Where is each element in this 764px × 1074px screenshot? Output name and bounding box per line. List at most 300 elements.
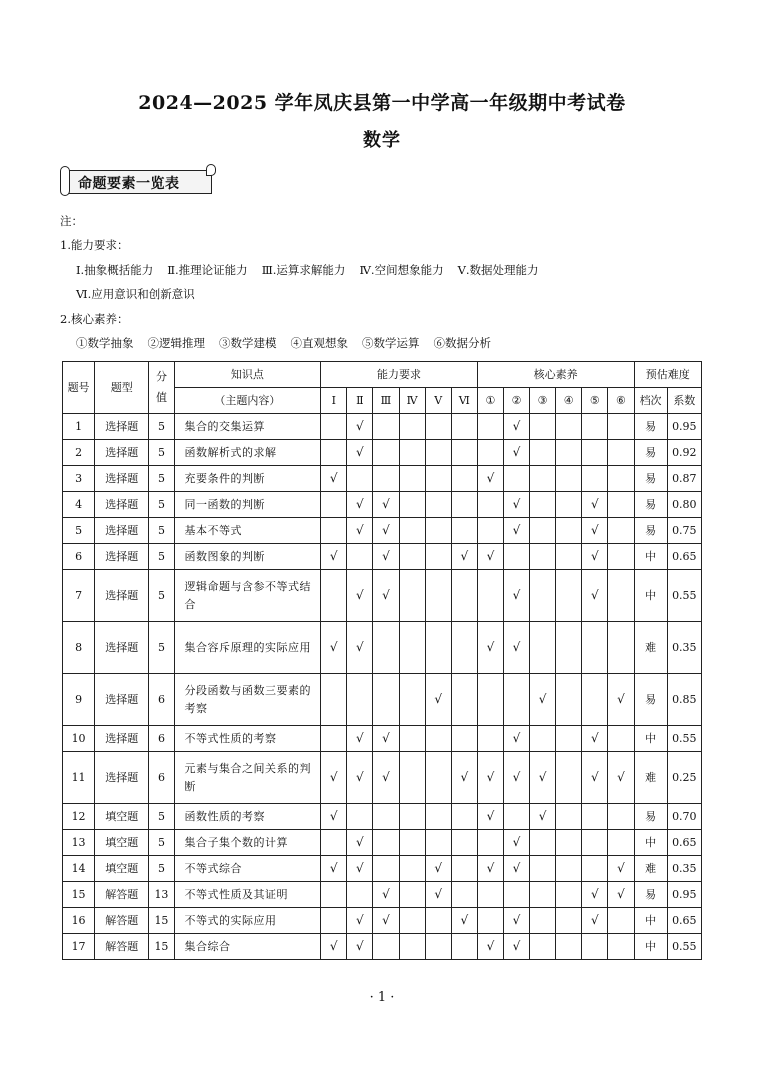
row-score: 5 [149, 440, 174, 466]
row-core-4 [556, 414, 582, 440]
row-core-1: √ [477, 804, 503, 830]
row-core-1 [477, 414, 503, 440]
row-core-6: √ [608, 752, 634, 804]
row-core-5 [582, 830, 608, 856]
row-ability-1: √ [321, 752, 347, 804]
row-type: 选择题 [95, 726, 149, 752]
row-coef: 0.80 [667, 492, 701, 518]
scroll-curl-icon [206, 164, 216, 176]
row-ability-2 [347, 804, 373, 830]
row-num: 2 [63, 440, 95, 466]
row-ability-1: √ [321, 622, 347, 674]
row-type: 选择题 [95, 544, 149, 570]
row-num: 11 [63, 752, 95, 804]
row-ability-1: √ [321, 856, 347, 882]
row-ability-1 [321, 440, 347, 466]
row-level: 易 [634, 882, 667, 908]
banner-text: 命题要素一览表 [78, 176, 180, 192]
row-ability-6 [451, 440, 477, 466]
row-core-1: √ [477, 544, 503, 570]
row-knowledge-point: 函数解析式的求解 [174, 440, 321, 466]
row-core-2: √ [503, 934, 529, 960]
row-core-6 [608, 518, 634, 544]
row-ability-3: √ [373, 908, 399, 934]
row-core-6 [608, 440, 634, 466]
row-core-2: √ [503, 856, 529, 882]
row-ability-4 [399, 414, 425, 440]
row-core-5: √ [582, 726, 608, 752]
row-score: 6 [149, 674, 174, 726]
row-ability-2: √ [347, 622, 373, 674]
row-core-5: √ [582, 882, 608, 908]
row-num: 12 [63, 804, 95, 830]
row-core-5 [582, 856, 608, 882]
row-knowledge-point: 不等式性质的考察 [174, 726, 321, 752]
row-ability-4 [399, 440, 425, 466]
row-score: 5 [149, 804, 174, 830]
row-ability-1: √ [321, 804, 347, 830]
row-core-1 [477, 882, 503, 908]
row-ability-3: √ [373, 752, 399, 804]
row-ability-2 [347, 674, 373, 726]
row-ability-2: √ [347, 570, 373, 622]
row-core-2: √ [503, 752, 529, 804]
row-core-1: √ [477, 856, 503, 882]
core-heading: 2.核心素养： [60, 312, 129, 326]
row-type: 选择题 [95, 752, 149, 804]
row-core-3 [530, 726, 556, 752]
row-ability-6: √ [451, 544, 477, 570]
row-ability-3 [373, 856, 399, 882]
page-subtitle: 数学 [363, 130, 401, 151]
row-core-2: √ [503, 518, 529, 544]
row-core-3 [530, 830, 556, 856]
row-core-2: √ [503, 726, 529, 752]
row-core-2 [503, 882, 529, 908]
row-ability-1 [321, 492, 347, 518]
row-score: 6 [149, 726, 174, 752]
row-ability-4 [399, 726, 425, 752]
row-level: 难 [634, 856, 667, 882]
row-ability-5 [425, 440, 451, 466]
row-score: 5 [149, 518, 174, 544]
row-core-3: √ [530, 752, 556, 804]
row-knowledge-point: 函数性质的考察 [174, 804, 321, 830]
row-core-3: √ [530, 674, 556, 726]
row-ability-4 [399, 908, 425, 934]
row-level: 中 [634, 726, 667, 752]
row-ability-3 [373, 830, 399, 856]
row-core-6 [608, 934, 634, 960]
row-core-1: √ [477, 466, 503, 492]
row-ability-3: √ [373, 882, 399, 908]
row-core-5 [582, 622, 608, 674]
row-knowledge-point: 基本不等式 [174, 518, 321, 544]
row-ability-2: √ [347, 752, 373, 804]
row-ability-4 [399, 544, 425, 570]
row-num: 3 [63, 466, 95, 492]
row-ability-4 [399, 882, 425, 908]
row-num: 6 [63, 544, 95, 570]
row-score: 13 [149, 882, 174, 908]
row-core-4 [556, 908, 582, 934]
row-knowledge-point: 逻辑命题与含参不等式结合 [174, 570, 321, 622]
row-core-4 [556, 830, 582, 856]
ability-item-5: Ⅴ.数据处理能力 [457, 263, 539, 277]
core-item-5: ⑤数学运算 [362, 336, 420, 350]
row-level: 中 [634, 934, 667, 960]
row-type: 选择题 [95, 414, 149, 440]
row-ability-5: √ [425, 856, 451, 882]
row-ability-4 [399, 466, 425, 492]
row-knowledge-point: 集合综合 [174, 934, 321, 960]
header-kp-sub: （主题内容） [174, 388, 321, 414]
page-number: · 1 · [369, 990, 395, 1005]
row-core-1 [477, 908, 503, 934]
row-level: 易 [634, 466, 667, 492]
row-ability-6 [451, 492, 477, 518]
row-core-6 [608, 570, 634, 622]
row-knowledge-point: 集合的交集运算 [174, 414, 321, 440]
row-core-5 [582, 466, 608, 492]
row-ability-1 [321, 726, 347, 752]
row-core-2: √ [503, 492, 529, 518]
row-ability-6 [451, 726, 477, 752]
row-ability-1 [321, 414, 347, 440]
page-title: 2024—2025 学年凤庆县第一中学高一年级期中考试卷 [138, 92, 626, 114]
core-item-6: ⑥数据分析 [433, 336, 491, 350]
row-ability-3 [373, 466, 399, 492]
row-ability-3: √ [373, 726, 399, 752]
row-core-6 [608, 726, 634, 752]
row-ability-6 [451, 622, 477, 674]
header-difficulty: 预估难度 [634, 362, 702, 388]
row-score: 5 [149, 570, 174, 622]
row-ability-5 [425, 570, 451, 622]
row-type: 填空题 [95, 830, 149, 856]
row-coef: 0.35 [667, 856, 701, 882]
core-item-3: ③数学建模 [219, 336, 277, 350]
row-core-5 [582, 440, 608, 466]
row-ability-3: √ [373, 544, 399, 570]
row-type: 选择题 [95, 440, 149, 466]
row-score: 5 [149, 622, 174, 674]
row-level: 难 [634, 622, 667, 674]
row-coef: 0.35 [667, 622, 701, 674]
row-ability-4 [399, 752, 425, 804]
row-core-4 [556, 492, 582, 518]
row-core-1 [477, 830, 503, 856]
requirements-table [62, 361, 702, 960]
row-ability-3 [373, 934, 399, 960]
row-num: 17 [63, 934, 95, 960]
row-core-4 [556, 726, 582, 752]
row-ability-5 [425, 492, 451, 518]
row-core-4 [556, 804, 582, 830]
row-coef: 0.85 [667, 674, 701, 726]
row-knowledge-point: 集合容斥原理的实际应用 [174, 622, 321, 674]
row-core-4 [556, 622, 582, 674]
row-ability-4 [399, 570, 425, 622]
row-core-3 [530, 492, 556, 518]
row-core-2: √ [503, 570, 529, 622]
row-coef: 0.95 [667, 414, 701, 440]
row-score: 5 [149, 492, 174, 518]
row-ability-6 [451, 414, 477, 440]
row-ability-6 [451, 570, 477, 622]
row-core-6 [608, 908, 634, 934]
row-score: 6 [149, 752, 174, 804]
row-core-6: √ [608, 674, 634, 726]
row-core-2 [503, 674, 529, 726]
row-level: 易 [634, 804, 667, 830]
row-core-6 [608, 804, 634, 830]
row-core-3 [530, 908, 556, 934]
header-core-col-1: ① [477, 388, 503, 414]
table-row [63, 414, 702, 440]
row-ability-2: √ [347, 830, 373, 856]
row-core-3 [530, 544, 556, 570]
header-ability-col-6: Ⅵ [451, 388, 477, 414]
header-core: 核心素养 [477, 362, 634, 388]
header-core-col-3: ③ [530, 388, 556, 414]
row-core-1: √ [477, 622, 503, 674]
header-type: 题型 [95, 362, 149, 414]
row-core-4 [556, 674, 582, 726]
table-row [63, 726, 702, 752]
row-type: 解答题 [95, 908, 149, 934]
row-ability-6 [451, 518, 477, 544]
row-ability-4 [399, 492, 425, 518]
row-level: 中 [634, 908, 667, 934]
row-ability-6 [451, 466, 477, 492]
row-knowledge-point: 集合子集个数的计算 [174, 830, 321, 856]
row-coef: 0.70 [667, 804, 701, 830]
row-score: 15 [149, 908, 174, 934]
row-type: 选择题 [95, 570, 149, 622]
row-core-2: √ [503, 908, 529, 934]
row-ability-5 [425, 934, 451, 960]
ability-item-6: Ⅵ.应用意识和创新意识 [76, 287, 195, 301]
row-coef: 0.55 [667, 934, 701, 960]
row-knowledge-point: 不等式性质及其证明 [174, 882, 321, 908]
row-ability-4 [399, 674, 425, 726]
row-core-3 [530, 466, 556, 492]
row-score: 5 [149, 830, 174, 856]
row-core-6: √ [608, 882, 634, 908]
row-level: 易 [634, 414, 667, 440]
row-core-4 [556, 882, 582, 908]
ability-list [76, 262, 553, 278]
row-score: 5 [149, 466, 174, 492]
row-ability-3: √ [373, 492, 399, 518]
header-ability-col-1: Ⅰ [321, 388, 347, 414]
ability-item-1: Ⅰ.抽象概括能力 [76, 263, 154, 277]
row-ability-6 [451, 674, 477, 726]
core-list [76, 335, 505, 351]
row-coef: 0.87 [667, 466, 701, 492]
row-core-4 [556, 440, 582, 466]
row-ability-5 [425, 908, 451, 934]
row-core-3 [530, 934, 556, 960]
row-type: 选择题 [95, 466, 149, 492]
core-item-4: ④直观想象 [290, 336, 348, 350]
row-coef: 0.75 [667, 518, 701, 544]
row-core-2: √ [503, 622, 529, 674]
table-row [63, 908, 702, 934]
row-num: 14 [63, 856, 95, 882]
row-core-1 [477, 726, 503, 752]
row-ability-3 [373, 674, 399, 726]
row-type: 解答题 [95, 934, 149, 960]
row-ability-5 [425, 622, 451, 674]
row-core-3 [530, 856, 556, 882]
core-item-2: ②逻辑推理 [147, 336, 205, 350]
header-core-col-5: ⑤ [582, 388, 608, 414]
row-core-4 [556, 752, 582, 804]
row-coef: 0.92 [667, 440, 701, 466]
row-core-2: √ [503, 414, 529, 440]
row-level: 中 [634, 544, 667, 570]
row-coef: 0.55 [667, 726, 701, 752]
row-num: 7 [63, 570, 95, 622]
row-ability-3 [373, 440, 399, 466]
row-core-2: √ [503, 440, 529, 466]
row-core-3: √ [530, 804, 556, 830]
notes-label: 注： [60, 214, 83, 228]
row-ability-2: √ [347, 934, 373, 960]
header-kp: 知识点 [174, 362, 321, 388]
row-ability-4 [399, 518, 425, 544]
row-core-4 [556, 466, 582, 492]
row-ability-5 [425, 804, 451, 830]
header-ability-col-2: Ⅱ [347, 388, 373, 414]
row-core-4 [556, 518, 582, 544]
row-ability-6 [451, 856, 477, 882]
row-ability-6 [451, 804, 477, 830]
row-num: 16 [63, 908, 95, 934]
row-ability-5 [425, 544, 451, 570]
row-ability-1 [321, 674, 347, 726]
table-row [63, 544, 702, 570]
row-level: 易 [634, 674, 667, 726]
table-row [63, 492, 702, 518]
row-core-2: √ [503, 830, 529, 856]
row-num: 10 [63, 726, 95, 752]
row-ability-5: √ [425, 882, 451, 908]
row-ability-6 [451, 830, 477, 856]
row-ability-3 [373, 622, 399, 674]
row-ability-4 [399, 622, 425, 674]
table-row [63, 804, 702, 830]
row-score: 5 [149, 544, 174, 570]
row-ability-3: √ [373, 570, 399, 622]
row-core-5 [582, 804, 608, 830]
row-ability-2: √ [347, 518, 373, 544]
row-core-4 [556, 856, 582, 882]
row-ability-1 [321, 908, 347, 934]
row-core-3 [530, 570, 556, 622]
row-core-3 [530, 518, 556, 544]
header-ability-col-4: Ⅳ [399, 388, 425, 414]
row-type: 选择题 [95, 492, 149, 518]
core-item-1: ①数学抽象 [76, 336, 134, 350]
table-row [63, 674, 702, 726]
section-banner [60, 164, 214, 196]
row-coef: 0.25 [667, 752, 701, 804]
row-level: 易 [634, 492, 667, 518]
row-ability-5 [425, 830, 451, 856]
ability-item-4: Ⅳ.空间想象能力 [359, 263, 444, 277]
header-ability-col-5: Ⅴ [425, 388, 451, 414]
row-num: 4 [63, 492, 95, 518]
row-level: 易 [634, 518, 667, 544]
row-core-1 [477, 492, 503, 518]
row-ability-1: √ [321, 934, 347, 960]
row-score: 5 [149, 856, 174, 882]
row-knowledge-point: 不等式综合 [174, 856, 321, 882]
row-core-2 [503, 804, 529, 830]
row-ability-4 [399, 856, 425, 882]
row-score: 5 [149, 414, 174, 440]
header-core-col-6: ⑥ [608, 388, 634, 414]
row-core-5: √ [582, 570, 608, 622]
row-core-5 [582, 414, 608, 440]
header-num: 题号 [63, 362, 95, 414]
row-core-5: √ [582, 752, 608, 804]
row-ability-2 [347, 882, 373, 908]
row-core-6 [608, 414, 634, 440]
row-ability-5 [425, 414, 451, 440]
header-level: 档次 [634, 388, 667, 414]
row-coef: 0.65 [667, 908, 701, 934]
row-num: 13 [63, 830, 95, 856]
row-knowledge-point: 充要条件的判断 [174, 466, 321, 492]
row-ability-2: √ [347, 414, 373, 440]
row-num: 1 [63, 414, 95, 440]
row-knowledge-point: 同一函数的判断 [174, 492, 321, 518]
row-level: 难 [634, 752, 667, 804]
row-ability-1: √ [321, 466, 347, 492]
row-ability-3 [373, 414, 399, 440]
row-core-3 [530, 882, 556, 908]
ability-item-3: Ⅲ.运算求解能力 [261, 263, 346, 277]
row-knowledge-point: 元素与集合之间关系的判断 [174, 752, 321, 804]
row-core-5 [582, 674, 608, 726]
header-coef: 系数 [667, 388, 701, 414]
row-core-1 [477, 440, 503, 466]
row-type: 填空题 [95, 804, 149, 830]
row-core-1: √ [477, 934, 503, 960]
row-num: 5 [63, 518, 95, 544]
row-core-6 [608, 466, 634, 492]
row-ability-1: √ [321, 544, 347, 570]
row-core-6: √ [608, 856, 634, 882]
row-core-6 [608, 622, 634, 674]
row-core-6 [608, 830, 634, 856]
row-core-4 [556, 570, 582, 622]
table-row [63, 830, 702, 856]
row-core-6 [608, 492, 634, 518]
table-row [63, 466, 702, 492]
row-ability-2: √ [347, 492, 373, 518]
table-row [63, 934, 702, 960]
row-core-5: √ [582, 908, 608, 934]
row-num: 15 [63, 882, 95, 908]
table-row [63, 882, 702, 908]
row-type: 选择题 [95, 518, 149, 544]
table-row [63, 622, 702, 674]
